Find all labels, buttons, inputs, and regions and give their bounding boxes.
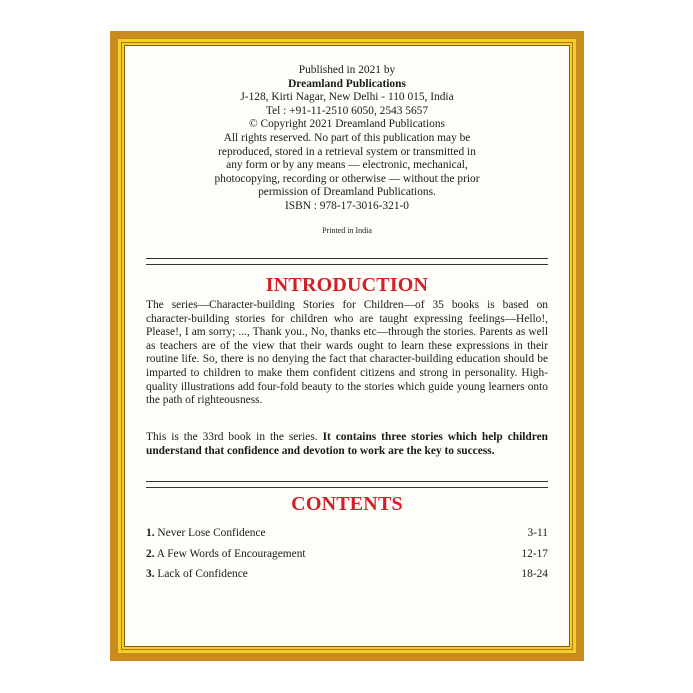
contents-item-title: Never Lose Confidence [157,527,266,539]
publisher-block [146,64,548,235]
introduction-paragraph: The series—Character-building Stories for Children—of 35 books is based on character-building stories for children who are taught expressing feelings—Hello!, Please!, I am sorry; ..., Thank you., No, thanks etc—through the stories. Parents as well as teachers are of the view that their wards ought to learn these expressions in their routine life. So, there is no denying the fact that character-building education should be imparted to children to make them confident citizens and strong in personality. High-quality illustrations add four-fold beauty to the stories which guide young learners onto the path of righteousness. [146,299,548,407]
contents-item-pages: 18-24 [521,568,548,580]
rights-line-4: photocopying, recording or otherwise — without the prior [214,172,480,185]
publisher-name: Dreamland Publications [288,77,406,90]
contents-item-number: 1. [146,527,155,539]
rights-line-5: permission of Dreamland Publications. [258,186,436,199]
divider-rule [146,258,548,265]
contents-item-number: 3. [146,568,155,580]
contents-item [146,568,548,589]
rights-line-2: reproduced, stored in a retrieval system or transmitted in [218,145,476,158]
introduction-heading: INTRODUCTION [265,274,429,296]
contents-heading: CONTENTS [291,493,403,515]
contents-item-title: Lack of Confidence [157,568,248,580]
publisher-address: J-128, Kirti Nagar, New Delhi - 110 015, India [240,91,454,104]
contents-item-title: A Few Words of Encouragement [156,547,306,560]
series-note-plain: This is the 33rd book in the series. [146,431,318,443]
divider-rule [146,481,548,488]
copyright-line: © Copyright 2021 Dreamland Publications [249,118,445,131]
printed-in-line: Printed in India [322,225,372,235]
contents-item-pages: 3-11 [527,527,548,539]
contents-item-number: 2. [146,547,155,560]
series-note-bold: It contains three stories which help children understand that confidence and devotion to work are the key to success. [146,431,548,457]
introduction-series-note [146,431,548,458]
rights-line-1: All rights reserved. No part of this publication may be [223,131,471,144]
published-line: Published in 2021 by [298,64,396,76]
contents-list [146,527,548,589]
contents-item [146,548,548,569]
publisher-telephone: Tel : +91-11-2510 6050, 2543 5657 [265,104,429,117]
rights-line-3: any form or by any means — electronic, mechanical, [226,159,468,172]
contents-item [146,527,548,548]
isbn-line: ISBN : 978-17-3016-321-0 [284,199,410,212]
contents-item-pages: 12-17 [521,547,548,560]
